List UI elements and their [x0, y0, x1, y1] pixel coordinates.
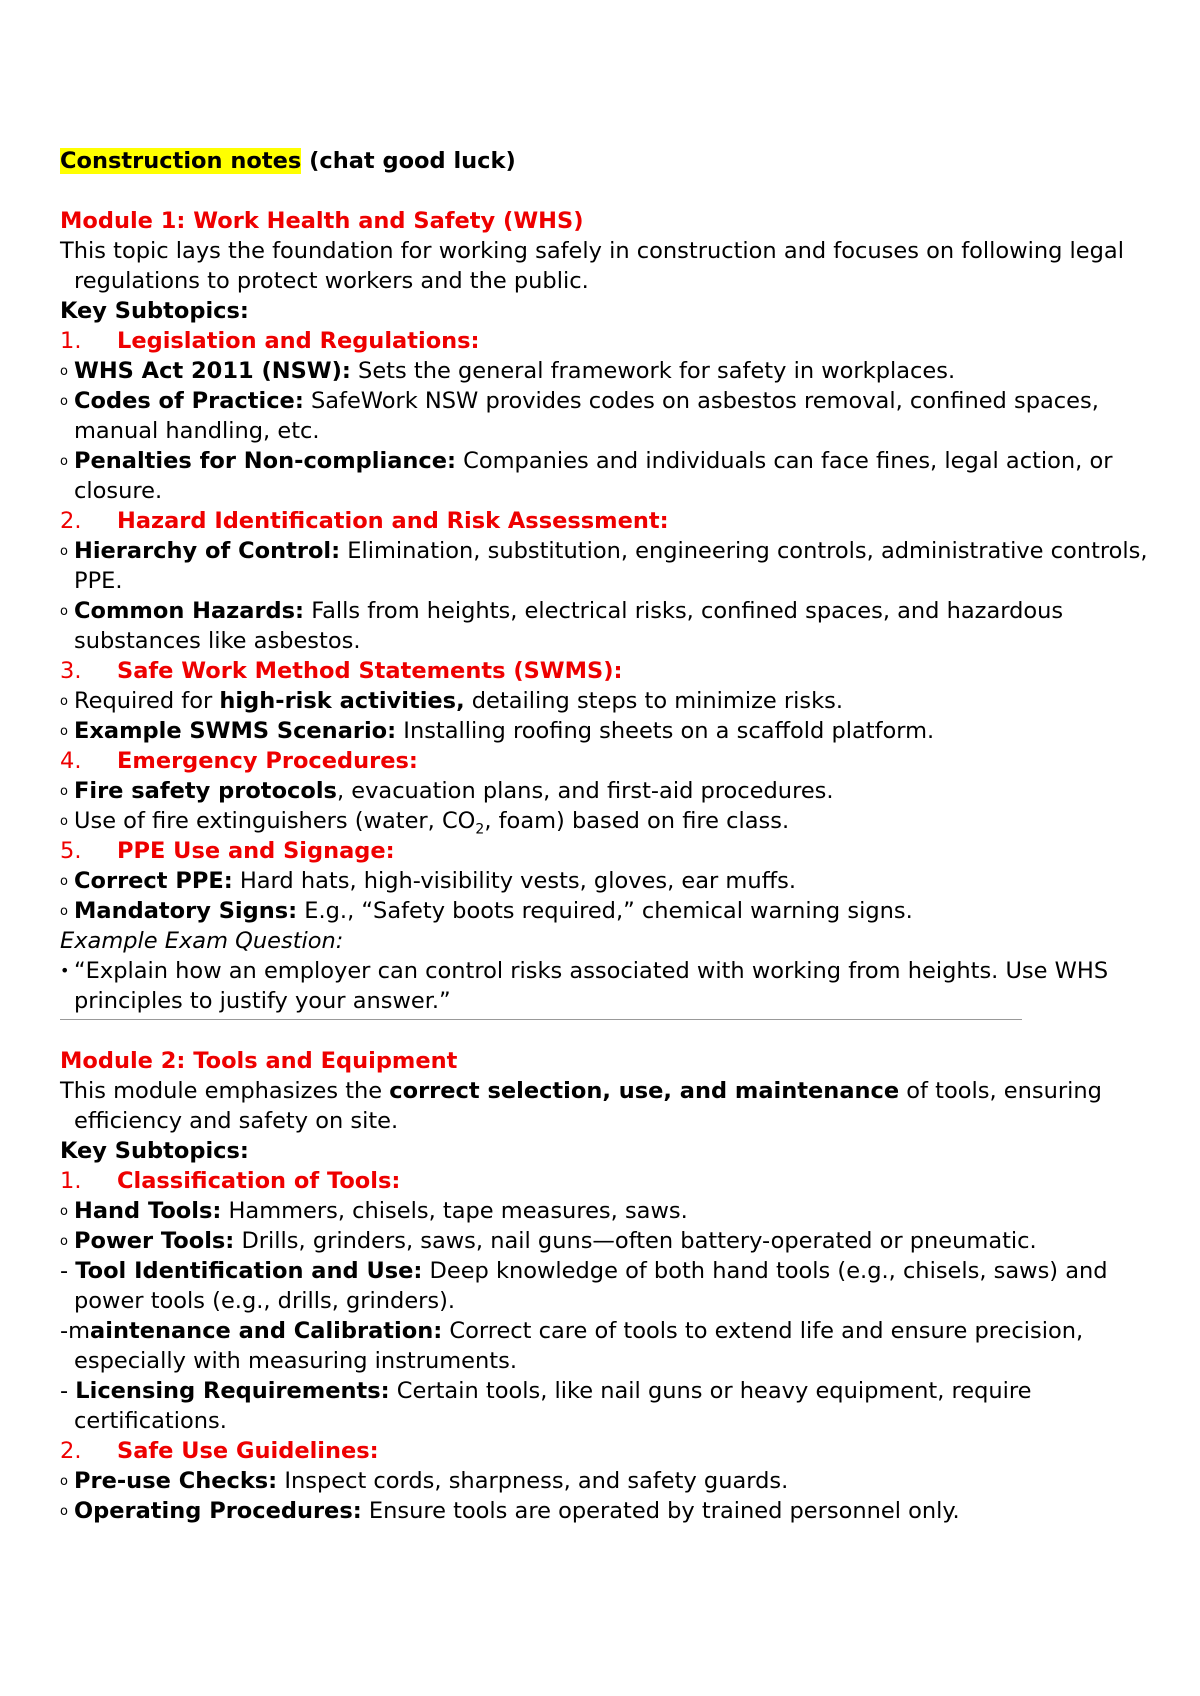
m2-subtopic-1: 1. Classification of Tools: — [60, 1168, 401, 1194]
list-item: o Penalties for Non-compliance: Companies and individuals can face fines, legal action, or closure. — [60, 448, 1113, 504]
module-2-intro: This module emphasizes the correct selection, use, and maintenance of tools, ensuring efficiency and safety on site. — [60, 1078, 1102, 1134]
list-item: o Example SWMS Scenario: Installing roofing sheets on a scaffold platform. — [60, 718, 935, 744]
divider-row — [60, 1016, 1180, 1046]
m1-subtopic-2: 2. Hazard Identification and Risk Assessment: — [60, 508, 669, 534]
list-item: o Codes of Practice: SafeWork NSW provides codes on asbestos removal, confined spaces, manual handling, etc. — [60, 388, 1099, 444]
list-item: o Pre-use Checks: Inspect cords, sharpness, and safety guards. — [60, 1468, 789, 1494]
document-title — [60, 146, 1180, 176]
dash-item: - Tool Identification and Use: Deep knowledge of both hand tools (e.g., chisels, saws) and power tools (e.g., drills, grinders). — [60, 1258, 1108, 1314]
module-1-title: Module 1: Work Health and Safety (WHS) — [60, 208, 584, 234]
module-1-key-subtopics: Key Subtopics: — [60, 298, 249, 324]
m1-subtopic-4: 4. Emergency Procedures: — [60, 748, 418, 774]
dash-item: - Licensing Requirements: Certain tools, like nail guns or heavy equipment, require certifications. — [60, 1378, 1032, 1434]
list-item: o Use of fire extinguishers (water, $CO_2$, foam) based on fire class. — [60, 808, 790, 838]
module-1-intro: This topic lays the foundation for working safely in construction and focuses on following legal regulations to protect workers and the public. — [60, 238, 1124, 294]
module-2-key-subtopics: Key Subtopics: — [60, 1138, 249, 1164]
list-item: o WHS Act 2011 (NSW): Sets the general framework for safety in workplaces. — [60, 358, 956, 384]
list-item: o Hand Tools: Hammers, chisels, tape measures, saws. — [60, 1198, 688, 1224]
horizontal-divider — [60, 1019, 1022, 1020]
example-exam-label: Example Exam Question: — [60, 928, 344, 954]
list-item: o Common Hazards: Falls from heights, electrical risks, confined spaces, and hazardous substances like asbestos. — [60, 598, 1064, 654]
list-item: o Operating Procedures: Ensure tools are operated by trained personnel only. — [60, 1498, 960, 1524]
m1-subtopic-1: 1. Legislation and Regulations: — [60, 328, 480, 354]
exam-question: • “Explain how an employer can control risks associated with working from heights. Use WHS principles to justify your answer.” — [60, 958, 1109, 1014]
list-item: o Fire safety protocols, evacuation plans, and first-aid procedures. — [60, 778, 834, 804]
m1-subtopic-5: 5. PPE Use and Signage: — [60, 838, 395, 864]
list-item: o Hierarchy of Control: Elimination, substitution, engineering controls, administrative controls, PPE. — [60, 538, 1148, 594]
module-2-title: Module 2: Tools and Equipment — [60, 1048, 458, 1074]
document-page — [60, 146, 1180, 1526]
dash-item: -maintenance and Calibration: Correct care of tools to extend life and ensure precision, especially with measuring instruments. — [60, 1318, 1084, 1374]
list-item: o Mandatory Signs: E.g., “Safety boots required,” chemical warning signs. — [60, 898, 913, 924]
list-item: o Correct PPE: Hard hats, high-visibility vests, gloves, ear muffs. — [60, 868, 796, 894]
list-item: o Required for high-risk activities, detailing steps to minimize risks. — [60, 688, 844, 714]
title-rest: (chat good luck) — [301, 148, 516, 174]
m2-subtopic-2: 2. Safe Use Guidelines: — [60, 1438, 379, 1464]
title-highlight: Construction notes — [60, 148, 302, 174]
list-item: o Power Tools: Drills, grinders, saws, nail guns—often battery-operated or pneumatic. — [60, 1228, 1037, 1254]
m1-subtopic-3: 3. Safe Work Method Statements (SWMS): — [60, 658, 623, 684]
